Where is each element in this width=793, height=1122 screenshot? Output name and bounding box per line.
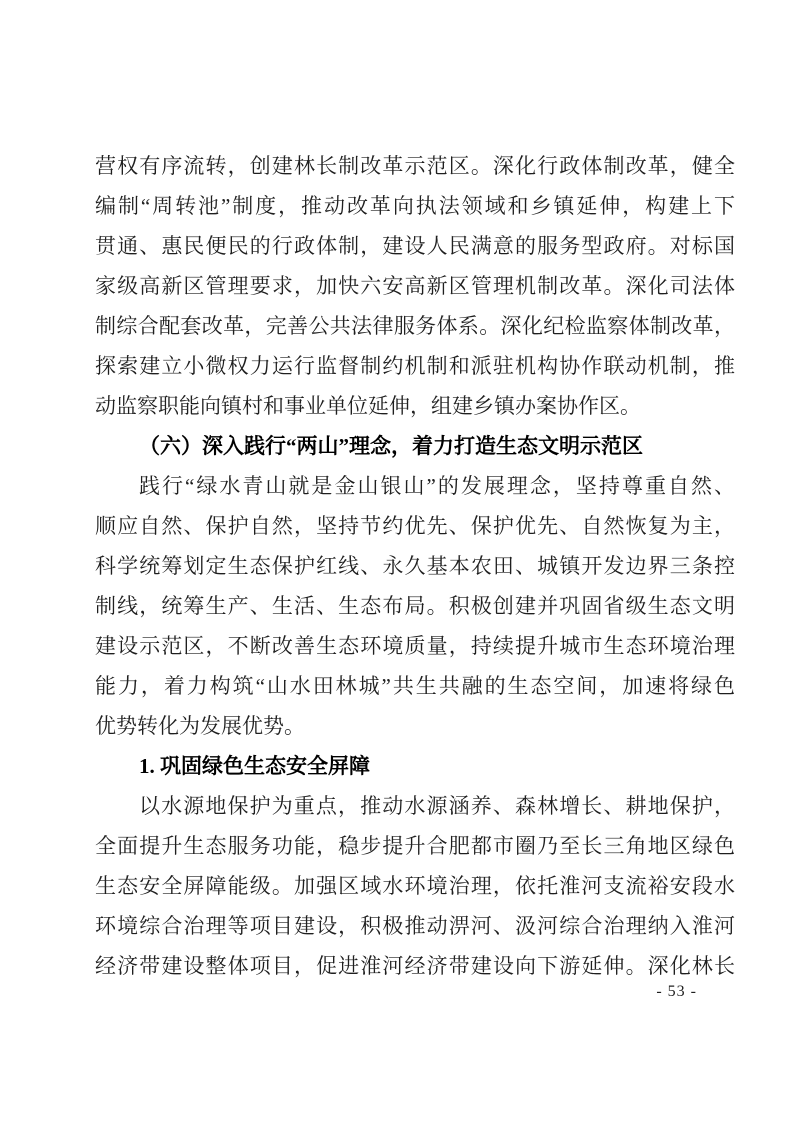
text-block [95,146,735,986]
section-heading: （六）深入践行“两山”理念，着力打造生态文明示范区 [139,434,643,458]
body-line: 全面提升生态服务功能，稳步提升合肥都市圈乃至长三角地区绿色 [95,834,735,858]
body-line: 顺应自然、保护自然，坚持节约优先、保护优先、自然恢复为主， [95,514,735,538]
paragraph-end-line: 动监察职能向镇村和事业单位延伸，组建乡镇办案协作区。 [95,394,641,418]
subsection-heading: 1. 巩固绿色生态安全屏障 [139,754,370,778]
page-number: - 53 - [656,983,697,1000]
body-line: 科学统筹划定生态保护红线、永久基本农田、城镇开发边界三条控 [95,554,735,578]
body-line: 建设示范区，不断改善生态环境质量，持续提升城市生态环境治理 [95,634,735,658]
body-line: 生态安全屏障能级。加强区域水环境治理，依托淮河支流裕安段水 [95,874,735,898]
paragraph-end-line: 优势转化为发展优势。 [95,714,305,738]
body-line: 家级高新区管理要求，加快六安高新区管理机制改革。深化司法体 [95,274,735,298]
body-line: 经济带建设整体项目，促进淮河经济带建设向下游延伸。深化林长 [95,954,735,978]
body-line: 探索建立小微权力运行监督制约机制和派驻机构协作联动机制，推 [95,354,735,378]
body-line: 能力，着力构筑“山水田林城”共生共融的生态空间，加速将绿色 [95,674,735,698]
body-line: 以水源地保护为重点，推动水源涵养、森林增长、耕地保护， [139,794,735,818]
body-line: 制综合配套改革，完善公共法律服务体系。深化纪检监察体制改革， [95,314,735,338]
body-line: 编制“周转池”制度，推动改革向执法领域和乡镇延伸，构建上下 [95,194,735,218]
body-line: 环境综合治理等项目建设，积极推动淠河、汲河综合治理纳入淮河 [95,914,735,938]
body-line: 贯通、惠民便民的行政体制，建设人民满意的服务型政府。对标国 [95,234,735,258]
body-line: 制线，统筹生产、生活、生态布局。积极创建并巩固省级生态文明 [95,594,735,618]
body-line: 营权有序流转，创建林长制改革示范区。深化行政体制改革，健全 [95,154,735,178]
body-line: 践行“绿水青山就是金山银山”的发展理念，坚持尊重自然、 [139,474,735,498]
